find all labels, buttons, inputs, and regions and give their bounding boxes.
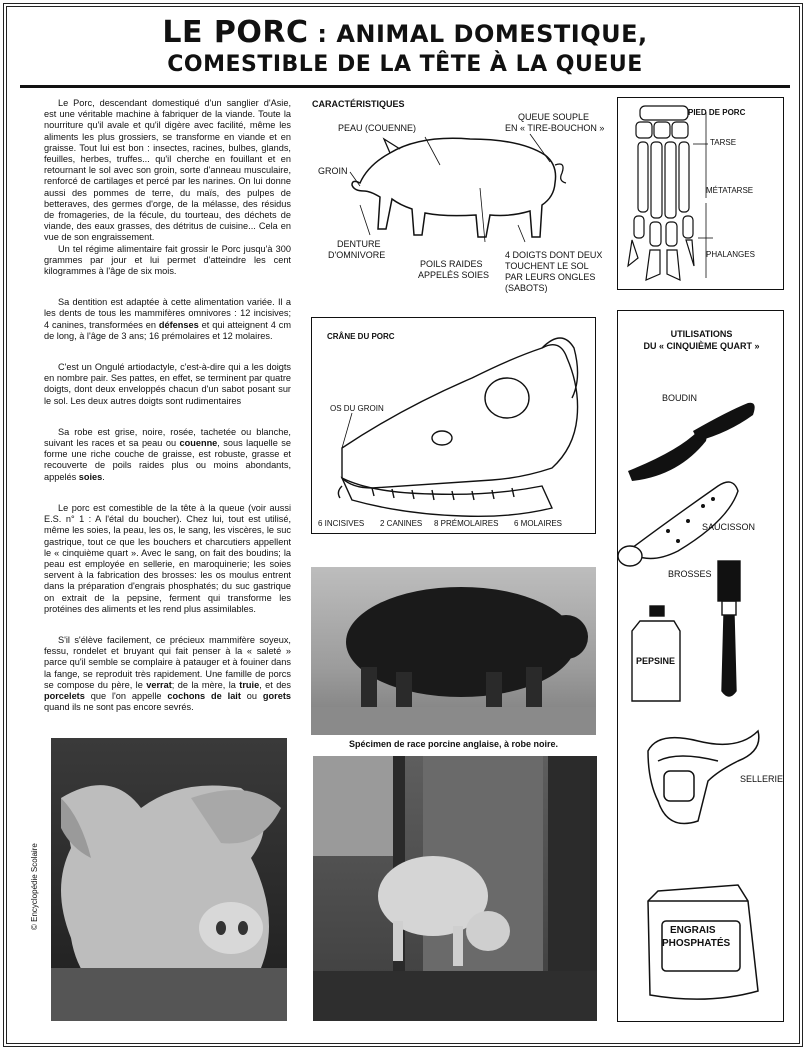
label-canines: 2 CANINES [380,519,423,528]
skull-heading: CRÂNE DU PORC [327,332,395,341]
label-molaires: 6 MOLAIRES [514,519,563,528]
label-peau: PEAU (COUENNE) [338,123,417,133]
foot-box [617,97,784,290]
pepsine-and-brush-icons [618,561,785,711]
body-text [44,98,291,725]
title-rule [20,85,790,88]
foot-heading: PIED DE PORC [688,108,746,117]
label-sellerie: SELLERIE [740,774,784,784]
photo-pig-head [51,738,287,1021]
label-denture-2: D'OMNIVORE [328,250,386,260]
label-saucisson: SAUCISSON [702,522,756,532]
label-os-groin: OS DU GROIN [330,404,384,413]
label-boudin: BOUDIN [662,393,698,403]
label-engrais-2: PHOSPHATÉS [662,938,731,949]
label-incisives: 6 INCISIVES [318,519,365,528]
paragraph-1: Le Porc, descendant domestiqué d'un sanglier d'Asie, est une véritable machine à fabriquer de la viande. Toute la nourriture qu'il avale et qu'il digère avec facilité, même les aliments les plus grossiers, se transforme en viande et en graisse. Tout lui est bon : insectes, racines, bulbes, glands, feuilles, herbes, truffes... qu'il cherche en fouillant et en retournant le sol avec son groin, sorte d'anneau musculaire, renforcé de cartilages et percé par les narines. On lui donne aussi des pommes de terre, du maïs, des pulpes de betteraves, des germes d'orge, de la mélasse, des résidus de fromageries, de la fécule, du tourteau, des déchets de viande, des eaux grasses, des détritus de cuisine... Cela en vue de son engraissement. [44,98,291,243]
paragraph-5: Sa robe est grise, noire, rosée, tachetée ou blanche, suivant les races et sa peau ou couenne, sous laquelle se forme une riche couche de graisse, est robuste, grasse et recouverte de poils raides plus ou moins abondants, appelés soies. [44,426,291,482]
paragraph-3: Sa dentition est adaptée à cette alimentation variée. Il a les dents de tous les mammifères omnivores : 12 incisives; 4 canines, transformées en défenses et qui atteignent 4 cm de long, à l'âge de 3 ans; 16 prémolaires et 12 molaires. [44,297,291,341]
label-brosses: BROSSES [668,569,712,579]
label-doigts-1: 4 DOIGTS DONT DEUX [505,250,603,260]
photo-white-pig [313,756,597,1021]
label-pepsine: PEPSINE [636,656,676,666]
page-title [40,15,770,77]
skull-drawing [312,318,597,535]
paragraph-4: C'est un Ongulé artiodactyle, c'est-à-dire qui a les doigts en nombre pair. Ses pattes, en effet, se terminent par quatre doigts, dont deux enveloppés chacun d'un sabot posant sur le sol. Les deux autres doigts sont rudimentaires [44,362,291,406]
uses-box [617,310,784,1022]
title-subtitle: COMESTIBLE DE LA TÊTE À LA QUEUE [167,52,643,77]
label-metatarse: MÉTATARSE [706,186,754,195]
foot-skeleton-drawing [618,98,785,291]
pig-head-illustration [51,738,287,1021]
white-pig-illustration [313,756,597,1021]
label-queue-2: EN « TIRE-BOUCHON » [505,123,605,133]
label-engrais-1: ENGRAIS [670,925,716,936]
title-rest: : ANIMAL DOMESTIQUE, [308,20,648,48]
label-tarse: TARSE [710,138,737,147]
paragraph-7: S'il s'élève facilement, ce précieux mammifère soyeux, fessu, rondelet et bruyant qui fait penser à la « saleté » parce qu'il semble se complaire à patauger et à fouiner dans la fange, se reproduit très rapidement. Une famille de porcs se compose du père, le verrat; de la mère, la truie, et des porcelets que l'on appelle cochons de lait ou gorets quand ils ne sont pas encore sevrés. [44,634,292,713]
uses-heading-1: UTILISATIONS [670,329,733,339]
skull-box [311,317,596,534]
label-groin: GROIN [318,166,348,176]
uses-heading-2: DU « CINQUIÈME QUART » [643,341,760,351]
photo-caption: Spécimen de race porcine anglaise, à robe noire. [348,739,559,749]
credit-text: © Encyclopédie Scolaire [30,843,39,930]
paragraph-6: Le porc est comestible de la tête à la queue (voir aussi E.S. n° 1 : A l'étal du boucher). Chez lui, tout est utilisé, même les soies, la peau, les os, le sang, les viscères, le suc gastrique, tout ce que les bouchers et charcutiers appellent le « cinquième quart ». Avec le sang, on fait des boudins; la peau est employée en sellerie, en maroquinerie; les soies servent à la fabrication des brosses: les os moulus entrent dans la préparation d'engrais phosphatés; du suc gastrique on extrait de la pepsine, ferment qui transforme les protéines des aliments et les rend plus assimilables. [44,502,291,614]
characteristics-heading: CARACTÉRISTIQUES [312,99,405,109]
label-doigts-3: PAR LEURS ONGLES [505,272,596,282]
title-main: LE PORC [162,15,309,50]
label-phalanges: PHALANGES [706,250,755,259]
label-doigts-2: TOUCHENT LE SOL [505,261,589,271]
label-premolaires: 8 PRÉMOLAIRES [434,519,499,528]
paragraph-2: Un tel régime alimentaire fait grossir le Porc jusqu'à 300 grammes par jour et lui permet d'atteindre les cent kilogrammes à l'âge de six mois. [44,243,291,277]
label-denture-1: DENTURE [337,239,381,249]
label-poils-1: POILS RAIDES [420,259,483,269]
black-pig-illustration [311,567,596,735]
label-queue-1: QUEUE SOUPLE [518,112,590,122]
photo-black-pig [311,567,596,735]
label-doigts-4: (SABOTS) [505,283,548,293]
label-poils-2: APPELÉS SOIES [418,270,490,280]
